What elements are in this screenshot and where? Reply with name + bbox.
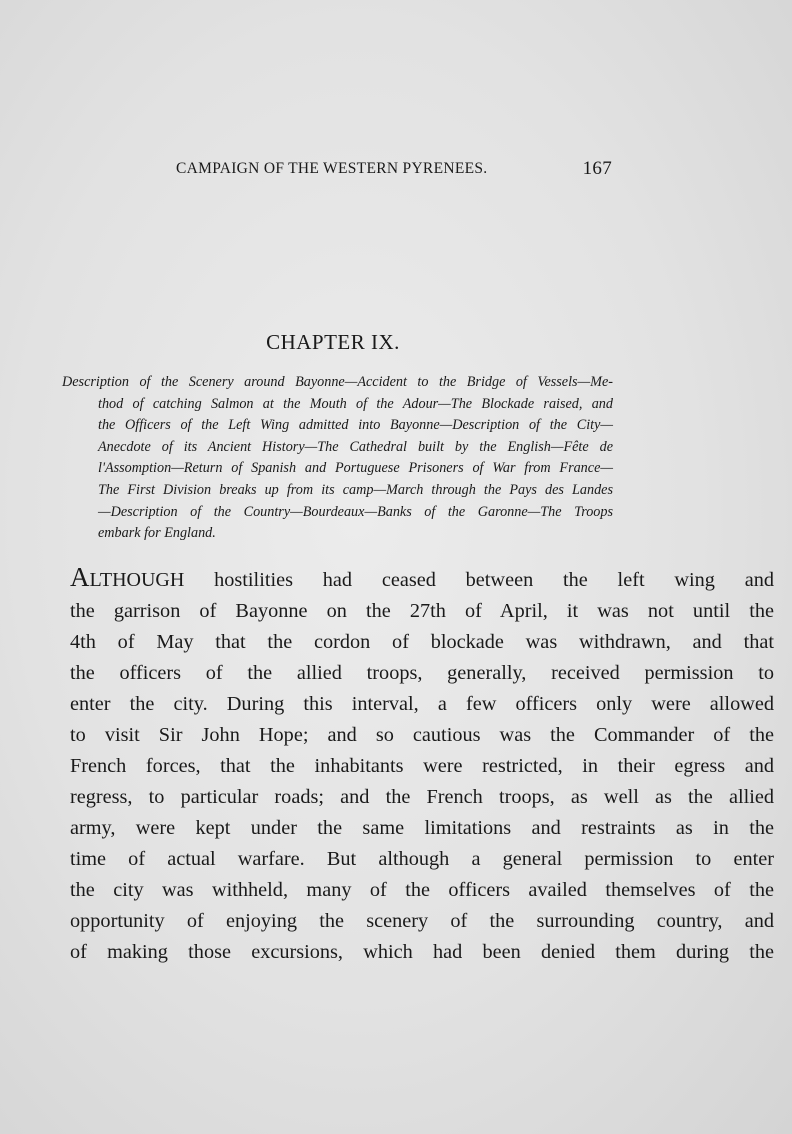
body-line: the garrison of Bayonne on the 27th of April, it was not until the [70, 600, 774, 622]
page-number: 167 [582, 158, 612, 179]
running-head [176, 160, 612, 184]
body-line: 4th of May that the cordon of blockade was withdrawn, and that [70, 631, 774, 653]
chapter-synopsis [62, 372, 613, 545]
synopsis-line: The First Division breaks up from its camp—March through the Pays des Landes [98, 481, 613, 498]
body-text [70, 562, 774, 968]
synopsis-line: l'Assomption—Return of Spanish and Portuguese Prisoners of War from France— [98, 460, 613, 477]
body-line: enter the city. During this interval, a few officers only were allowed [70, 693, 774, 715]
body-line: regress, to particular roads; and the French troops, as well as the allied [70, 786, 774, 808]
body-line: opportunity of enjoying the scenery of the surrounding country, and [70, 910, 774, 932]
drop-cap: A [70, 562, 90, 592]
body-line: the officers of the allied troops, generally, received permission to [70, 662, 774, 684]
synopsis-line: Description of the Scenery around Bayonne—Accident to the Bridge of Vessels—Me- [62, 374, 613, 390]
running-title: CAMPAIGN OF THE WESTERN PYRENEES. [176, 160, 488, 177]
synopsis-line: —Description of the Country—Bourdeaux—Banks of the Garonne—The Troops [98, 503, 613, 520]
synopsis-line: Anecdote of its Ancient History—The Cathedral built by the English—Fête de [98, 438, 613, 455]
body-line: time of actual warfare. But although a general permission to enter [70, 848, 774, 870]
body-line: army, were kept under the same limitations and restraints as in the [70, 817, 774, 839]
synopsis-line: embark for England. [98, 525, 216, 542]
synopsis-line: the Officers of the Left Wing admitted into Bayonne—Description of the City— [98, 417, 613, 434]
body-line: the city was withheld, many of the officers availed themselves of the [70, 879, 774, 901]
body-line [70, 562, 774, 596]
synopsis-line: thod of catching Salmon at the Mouth of the Adour—The Blockade raised, and [98, 395, 613, 412]
body-line: French forces, that the inhabitants were restricted, in their egress and [70, 755, 774, 777]
body-line: of making those excursions, which had been denied them during the [70, 941, 774, 963]
body-line: to visit Sir John Hope; and so cautious was the Commander of the [70, 724, 774, 746]
first-word-rest: LTHOUGH [89, 569, 185, 591]
chapter-title: CHAPTER IX. [266, 330, 400, 354]
first-line-rest: hostilities had ceased between the left wing and [184, 569, 774, 591]
